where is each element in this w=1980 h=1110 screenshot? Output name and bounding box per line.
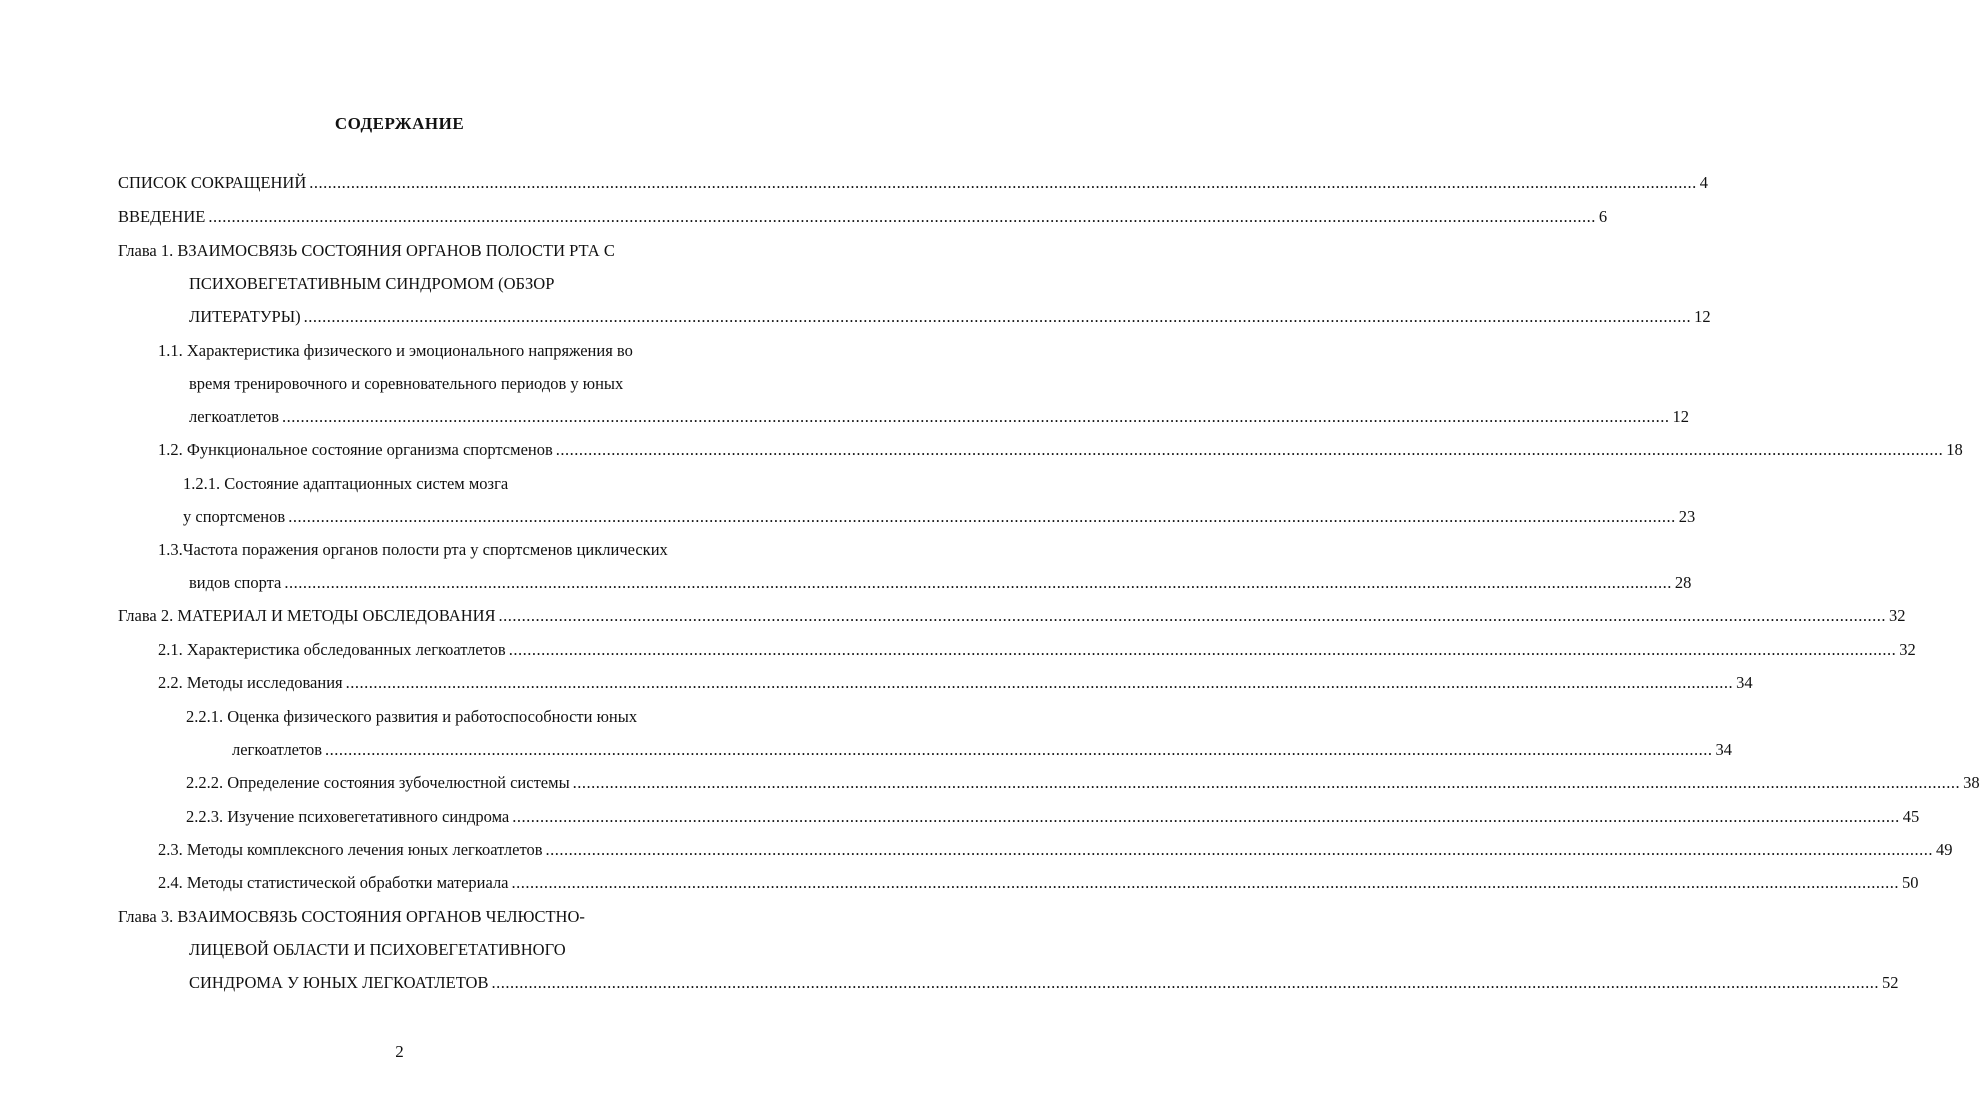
toc-entry xyxy=(189,939,566,961)
toc-entry xyxy=(186,706,637,728)
toc-entry xyxy=(186,806,1920,828)
toc-entry xyxy=(158,872,1919,894)
toc-entry-text: 1.2. Функциональное состояние организма спортсменов xyxy=(158,440,553,459)
toc-entry xyxy=(118,906,585,928)
toc-entry-text: 2.3. Методы комплексного лечения юных легкоатлетов xyxy=(158,840,543,859)
toc-entry xyxy=(158,439,1963,461)
toc-entry-page: 45 xyxy=(1902,807,1920,826)
toc-entry-text: у спортсменов xyxy=(183,507,286,526)
toc-entry-text: 1.3.Частота поражения органов полости рта у спортсменов циклических xyxy=(158,540,668,559)
dot-leader: ............................................................................................................................................................................................................................................................................................................ xyxy=(284,573,1672,592)
toc-entry xyxy=(183,506,1696,528)
toc-entry-text: время тренировочного и соревновательного периодов у юных xyxy=(189,374,624,393)
dot-leader: ............................................................................................................................................................................................................................................................................................................ xyxy=(282,407,1670,426)
toc-entry-text: 2.4. Методы статистической обработки материала xyxy=(158,873,509,892)
toc-entry-page: 34 xyxy=(1736,673,1753,692)
toc-entry-text: 2.1. Характеристика обследованных легкоатлетов xyxy=(158,640,506,659)
toc-entry xyxy=(189,306,1711,328)
toc-entry-page: 12 xyxy=(1694,307,1711,326)
toc-entry xyxy=(186,772,1980,794)
toc-entry xyxy=(118,172,1709,194)
toc-entry-page: 6 xyxy=(1598,207,1608,226)
dot-leader: ............................................................................................................................................................................................................................................................................................................ xyxy=(208,207,1596,226)
dot-leader: ............................................................................................................................................................................................................................................................................................................ xyxy=(325,740,1713,759)
toc-entry xyxy=(118,240,615,262)
toc-entry-page: 50 xyxy=(1902,873,1919,892)
dot-leader: ............................................................................................................................................................................................................................................................................................................ xyxy=(498,606,1887,625)
toc-entry xyxy=(189,406,1690,428)
toc-entry-page: 28 xyxy=(1674,573,1692,592)
toc-entry xyxy=(158,539,668,561)
toc-entry-text: ЛИЦЕВОЙ ОБЛАСТИ И ПСИХОВЕГЕТАТИВНОГО xyxy=(189,940,566,959)
toc-entry-text: Глава 1. ВЗАИМОСВЯЗЬ СОСТОЯНИЯ ОРГАНОВ ПОЛОСТИ РТА С xyxy=(118,241,615,260)
dot-leader: ............................................................................................................................................................................................................................................................................................................ xyxy=(555,440,1944,459)
toc-entry-text: легкоатлетов xyxy=(232,740,323,759)
dot-leader: ............................................................................................................................................................................................................................................................................................................ xyxy=(508,640,1897,659)
toc-entry-text: легкоатлетов xyxy=(189,407,280,426)
toc-entry xyxy=(232,739,1733,761)
toc-entry xyxy=(158,839,1953,861)
toc-entry-page: 32 xyxy=(1889,606,1906,625)
dot-leader: ............................................................................................................................................................................................................................................................................................................ xyxy=(303,307,1692,326)
toc-entry-text: 2.2.3. Изучение психовегетативного синдрома xyxy=(186,807,510,826)
toc-entry-text: СИНДРОМА У ЮНЫХ ЛЕГКОАТЛЕТОВ xyxy=(189,973,489,992)
dot-leader: ............................................................................................................................................................................................................................................................................................................ xyxy=(491,973,1879,992)
toc-entry xyxy=(189,572,1692,594)
toc-entry-text: 2.2.2. Определение состояния зубочелюстной системы xyxy=(186,773,570,792)
toc-entry-text: видов спорта xyxy=(189,573,282,592)
toc-entry xyxy=(158,672,1753,694)
toc-entry-page: 34 xyxy=(1715,740,1733,759)
toc-entry xyxy=(118,206,1608,228)
toc-entry xyxy=(158,639,1916,661)
toc-entry xyxy=(189,972,1899,994)
toc-entry-text: СПИСОК СОКРАЩЕНИЙ xyxy=(118,173,307,192)
toc-entry-text: Глава 2. МАТЕРИАЛ И МЕТОДЫ ОБСЛЕДОВАНИЯ xyxy=(118,606,496,625)
page-number: 2 xyxy=(395,1042,404,1061)
toc-entry xyxy=(189,373,623,395)
dot-leader: ............................................................................................................................................................................................................................................................................................................ xyxy=(511,873,1899,892)
toc-entry-text: Глава 3. ВЗАИМОСВЯЗЬ СОСТОЯНИЯ ОРГАНОВ ЧЕЛЮСТНО- xyxy=(118,907,585,926)
dot-leader: ............................................................................................................................................................................................................................................................................................................ xyxy=(345,673,1734,692)
toc-entry-page: 52 xyxy=(1881,973,1899,992)
toc-entry-page: 23 xyxy=(1678,507,1696,526)
toc-entry xyxy=(183,473,508,495)
dot-leader: ............................................................................................................................................................................................................................................................................................................ xyxy=(288,507,1676,526)
toc-entry-text: 2.2.1. Оценка физического развития и работоспособности юных xyxy=(186,707,638,726)
toc-entry xyxy=(118,605,1906,627)
dot-leader: ............................................................................................................................................................................................................................................................................................................ xyxy=(309,173,1697,192)
toc-entry-text: ПСИХОВЕГЕТАТИВНЫМ СИНДРОМОМ (ОБЗОР xyxy=(189,274,555,293)
toc-entry-text: 2.2. Методы исследования xyxy=(158,673,343,692)
toc-entry-page: 18 xyxy=(1946,440,1963,459)
page-title: СОДЕРЖАНИЕ xyxy=(334,114,465,133)
toc-entry-text: ЛИТЕРАТУРЫ) xyxy=(189,307,301,326)
dot-leader: ............................................................................................................................................................................................................................................................................................................ xyxy=(572,773,1961,792)
toc-entry-text: ВВЕДЕНИЕ xyxy=(118,207,206,226)
toc-entry-page: 4 xyxy=(1699,173,1709,192)
toc-entry-page: 38 xyxy=(1963,773,1980,792)
toc-entry-page: 12 xyxy=(1672,407,1690,426)
dot-leader: ............................................................................................................................................................................................................................................................................................................ xyxy=(512,807,1900,826)
toc-entry xyxy=(189,273,554,295)
dot-leader: ............................................................................................................................................................................................................................................................................................................ xyxy=(545,840,1934,859)
toc-entry-text: 1.2.1. Состояние адаптационных систем мозга xyxy=(183,474,509,493)
toc-entry-page: 49 xyxy=(1936,840,1953,859)
toc-entry-page: 32 xyxy=(1899,640,1916,659)
toc-entry-text: 1.1. Характеристика физического и эмоционального напряжения во xyxy=(158,341,633,360)
toc-entry xyxy=(158,340,633,362)
